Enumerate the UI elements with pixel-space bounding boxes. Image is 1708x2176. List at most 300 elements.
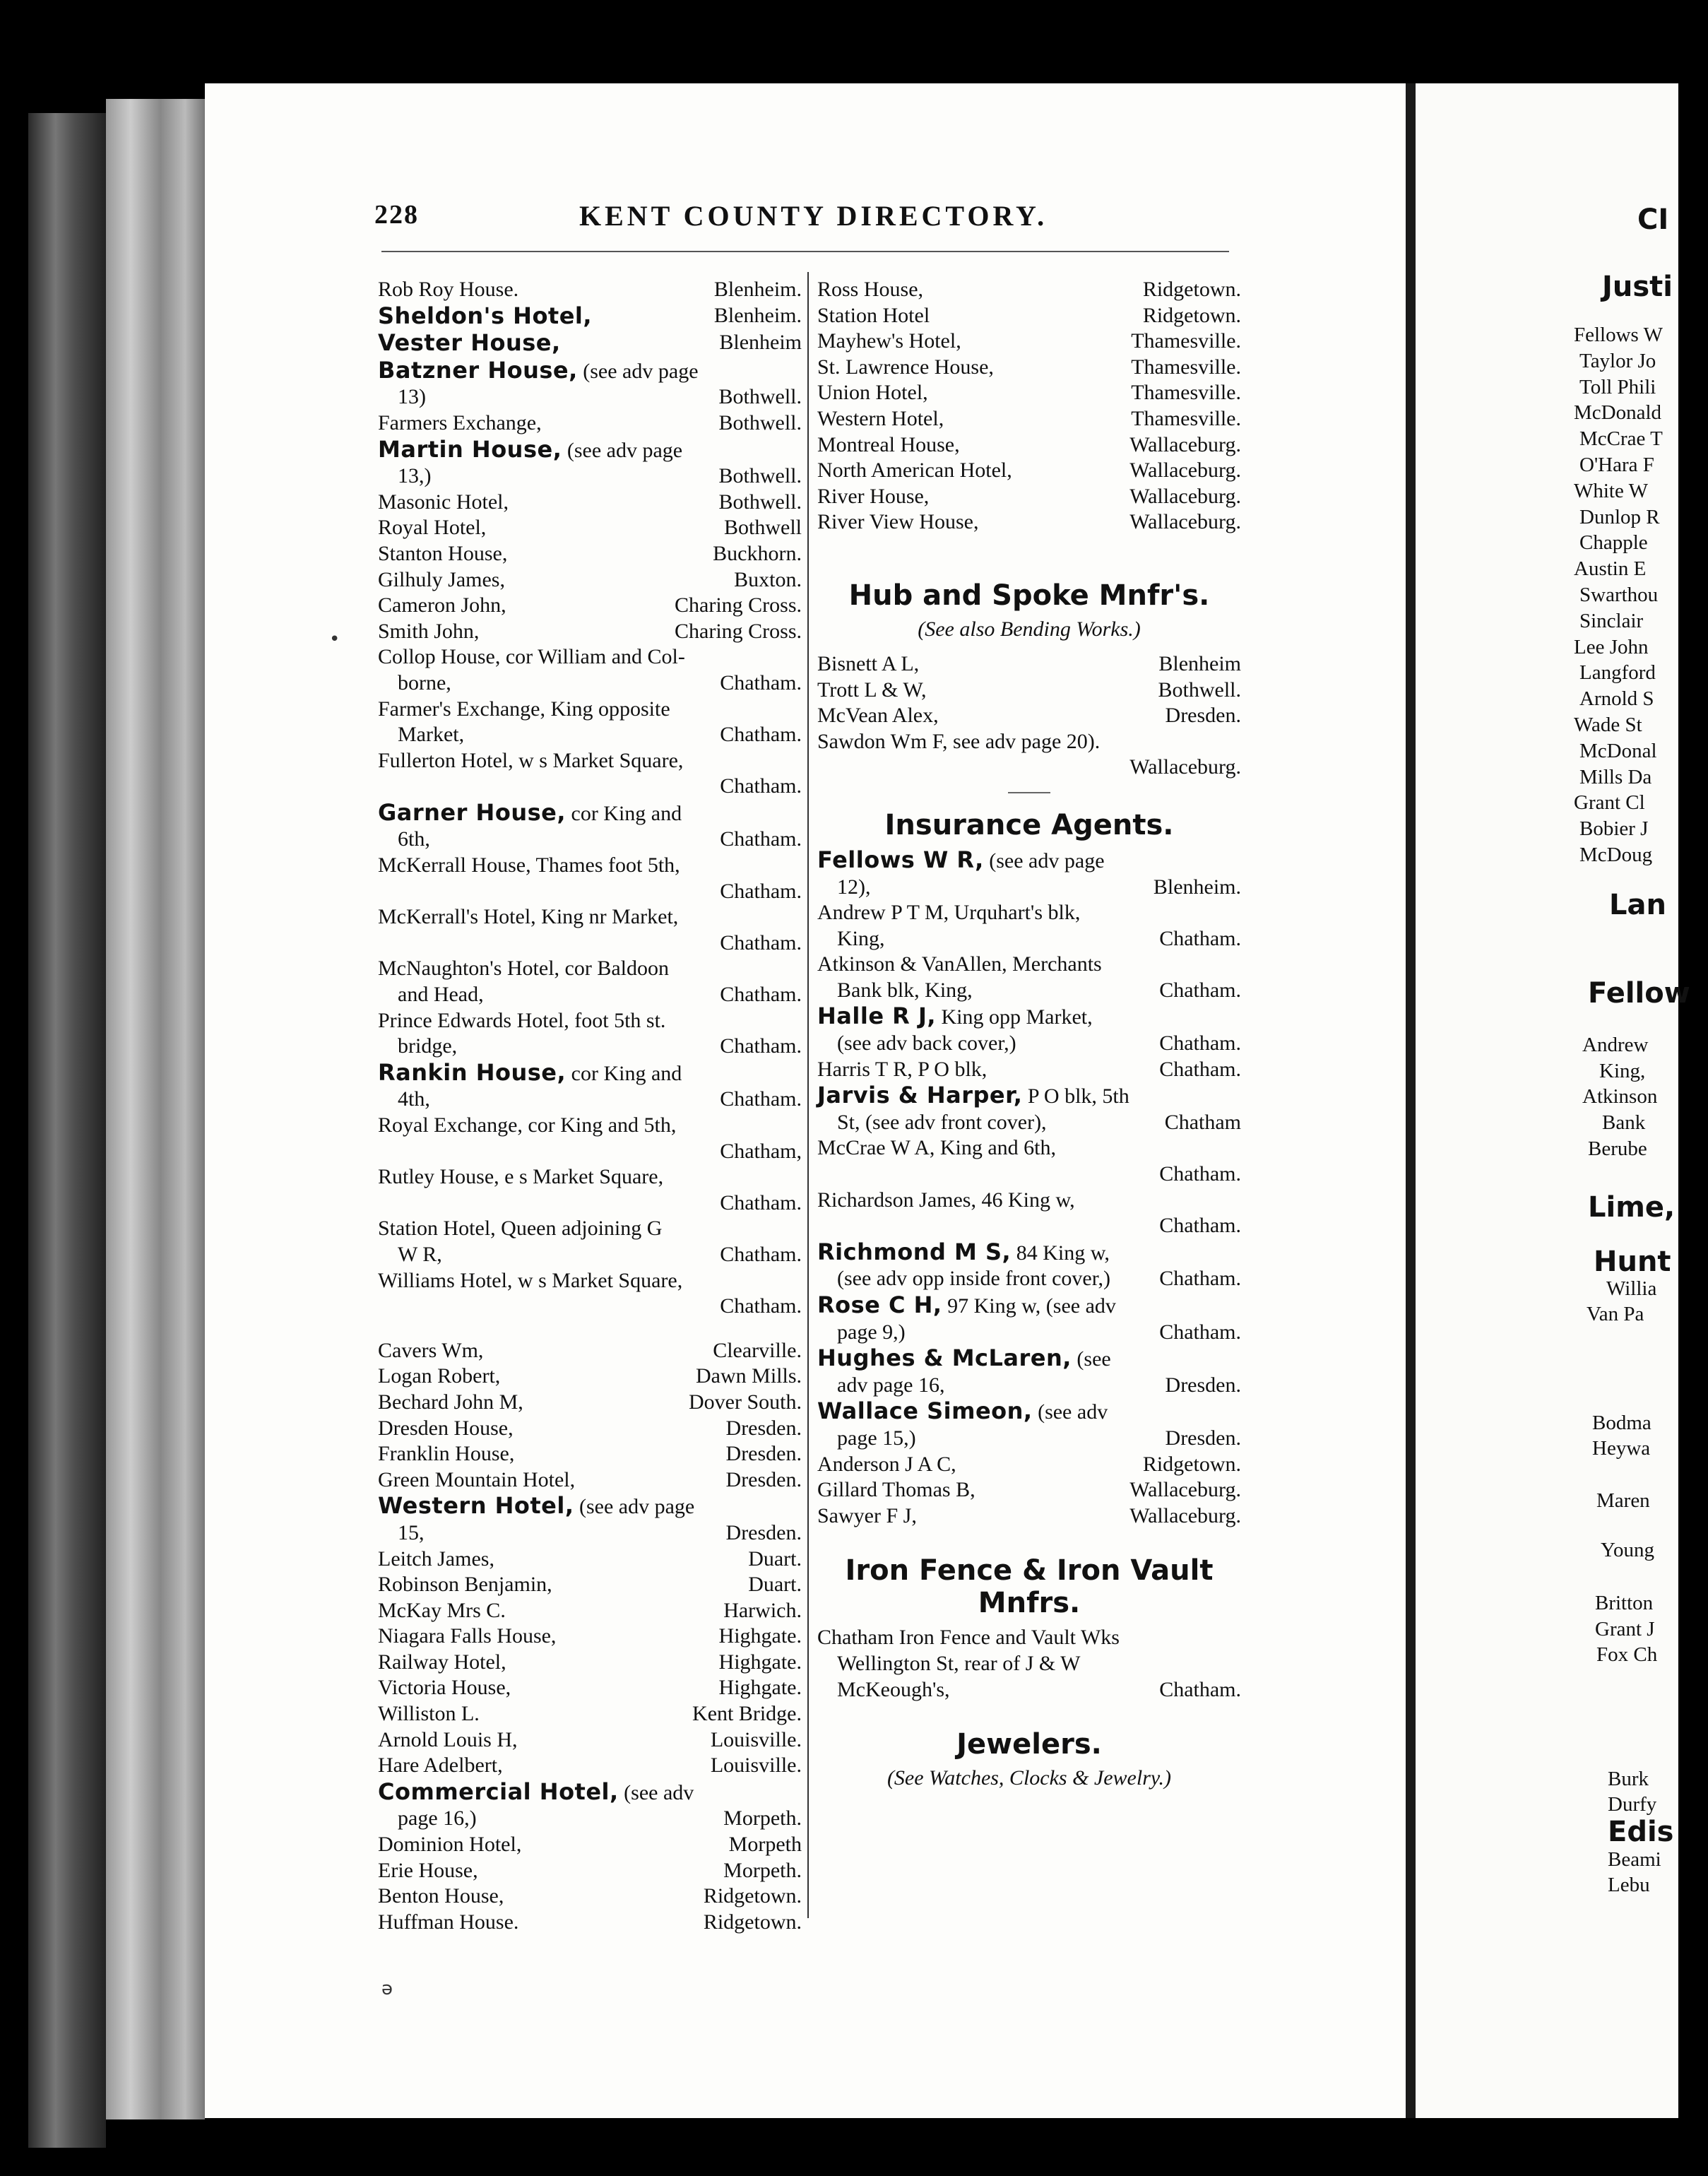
next-page-line: Sinclair — [1579, 609, 1644, 632]
entry-place: Charing Cross. — [675, 593, 802, 617]
entry-continuation-text: borne, — [398, 670, 451, 694]
entry-name: Richmond M S, — [817, 1238, 1012, 1265]
directory-entry — [378, 541, 802, 567]
directory-entry — [378, 410, 802, 437]
entry-line — [378, 1701, 802, 1727]
entry-name: Prince Edwards Hotel, foot 5th st. — [378, 1008, 666, 1032]
entry-line — [378, 800, 802, 827]
entry-name: Niagara Falls House, — [378, 1624, 557, 1648]
entry-line — [817, 1057, 1241, 1083]
directory-entry — [378, 697, 802, 748]
entry-name: Collop House, cor William and Col- — [378, 645, 685, 669]
directory-entry — [378, 1467, 802, 1494]
entry-name: Vester House, — [378, 329, 561, 357]
entry-place: Dresden. — [725, 1442, 802, 1466]
directory-entry — [378, 330, 802, 357]
entry-place: Chatham. — [720, 1294, 802, 1318]
entry-place: Louisville. — [710, 1754, 802, 1778]
entry-line — [817, 432, 1241, 459]
directory-entry — [378, 1650, 802, 1676]
next-page-header: CI — [1637, 203, 1669, 236]
entry-name-group — [378, 1547, 494, 1573]
directory-entry — [378, 1338, 802, 1364]
directory-entry — [378, 1268, 802, 1320]
entry-line — [378, 1753, 802, 1779]
entry-line — [378, 1650, 802, 1676]
entry-continuation — [378, 1034, 802, 1060]
entry-detail: 97 King w, (see adv — [947, 1294, 1116, 1318]
entry-place: Chatham. — [720, 827, 802, 851]
entry-place: Thamesville. — [1131, 406, 1241, 430]
entry-place: Chatham. — [1159, 1162, 1241, 1186]
entry-place: Blenheim — [719, 331, 802, 355]
next-page-line: Toll Phili — [1579, 375, 1656, 398]
entry-name: Williams Hotel, w s Market Square, — [378, 1268, 683, 1292]
next-page-line: McDonald — [1574, 401, 1662, 425]
next-page-line: Taylor Jo — [1579, 349, 1656, 372]
entry-line — [817, 847, 1241, 875]
entry-name: Sawyer F J, — [817, 1503, 917, 1527]
entry-name: Bechard John M, — [378, 1390, 523, 1414]
entry-line — [378, 1364, 802, 1390]
entry-name-group — [378, 1416, 514, 1442]
entry-line — [378, 1832, 802, 1858]
directory-entry — [817, 900, 1241, 952]
next-page-line: Arnold S — [1579, 687, 1654, 711]
directory-entry — [378, 1060, 802, 1113]
entry-name: Gillard Thomas B, — [817, 1478, 975, 1502]
entry-continuation — [817, 1213, 1241, 1239]
entry-place: Highgate. — [718, 1650, 802, 1674]
next-page-line: McDoug — [1579, 844, 1653, 866]
entry-continuation — [378, 1190, 802, 1217]
entry-line — [378, 1338, 802, 1364]
directory-entry — [817, 1135, 1241, 1187]
entry-name-group — [817, 484, 929, 510]
entry-name-group — [817, 1477, 975, 1503]
entry-name-group — [378, 410, 542, 437]
entry-line — [378, 1675, 802, 1701]
directory-entry — [817, 303, 1241, 329]
directory-entry — [378, 1441, 802, 1467]
entry-name: Richardson James, 46 King w, — [817, 1188, 1075, 1212]
entry-line — [817, 329, 1241, 355]
entry-detail: (see adv page — [579, 1495, 695, 1519]
entry-continuation — [378, 982, 802, 1008]
entry-place: Wallaceburg. — [1129, 755, 1241, 779]
entry-place: Chatham. — [1159, 1057, 1241, 1081]
directory-entry — [378, 1572, 802, 1598]
entry-line — [378, 567, 802, 593]
directory-entry — [378, 277, 802, 303]
entry-line — [817, 355, 1241, 381]
directory-entry — [817, 1625, 1241, 1677]
next-page-line: Wade St — [1574, 714, 1642, 736]
entry-name-group — [817, 303, 930, 329]
entry-name: Rutley House, e s Market Square, — [378, 1165, 664, 1189]
entry-name-group — [817, 380, 928, 406]
directory-entry — [817, 1239, 1241, 1292]
entry-name: Anderson J A C, — [817, 1452, 956, 1476]
directory-entry — [378, 1008, 802, 1060]
entry-line — [817, 303, 1241, 329]
entry-line — [378, 515, 802, 541]
directory-entry — [378, 1390, 802, 1416]
entry-line — [378, 1416, 802, 1442]
entry-continuation — [817, 1677, 1241, 1703]
entry-continuation-text: W R, — [398, 1242, 442, 1266]
entry-name-group — [378, 697, 670, 723]
entry-name-group — [378, 1060, 682, 1087]
entry-name: McKerrall's Hotel, King nr Market, — [378, 905, 679, 929]
entry-name-group — [817, 1452, 956, 1478]
entry-place: Bothwell. — [718, 385, 802, 409]
next-page-line: Maren — [1596, 1489, 1650, 1512]
entry-continuation-text: 12), — [837, 875, 871, 899]
entry-name-group — [817, 355, 994, 381]
entry-place: Chatham. — [1159, 1031, 1241, 1056]
directory-entry — [378, 1727, 802, 1754]
entry-place: Buckhorn. — [713, 541, 802, 565]
directory-entry — [817, 1398, 1241, 1451]
entry-continuation — [378, 1087, 802, 1113]
entry-name-group — [817, 329, 961, 355]
entry-place: Bothwell. — [718, 410, 802, 434]
entry-name-group — [378, 437, 682, 464]
entry-line — [378, 748, 802, 774]
entry-name-group — [817, 703, 939, 729]
entry-continuation-text: 13,) — [398, 464, 432, 488]
directory-entry — [817, 1677, 1241, 1703]
entry-line — [817, 1477, 1241, 1503]
entry-place: Chatham. — [720, 983, 802, 1007]
entry-name: Royal Hotel, — [378, 516, 487, 540]
entry-line — [817, 1082, 1241, 1110]
entry-name: Batzner House, — [378, 356, 578, 384]
next-page-line: Bobier J — [1579, 817, 1649, 841]
entry-detail: (see adv page — [567, 438, 683, 462]
entry-place: Dresden. — [1165, 704, 1241, 728]
entry-name: Western Hotel, — [378, 1492, 574, 1520]
entry-name-group — [378, 567, 505, 593]
spacer — [817, 1703, 1241, 1721]
entry-line — [817, 509, 1241, 536]
entry-name-group — [378, 644, 685, 670]
directory-entry — [817, 355, 1241, 381]
entry-place: Chatham — [1164, 1110, 1241, 1134]
directory-entry — [817, 509, 1241, 536]
entry-continuation — [817, 1110, 1241, 1136]
entry-line — [378, 1441, 802, 1467]
entry-name-group — [378, 904, 678, 930]
entry-name-group — [378, 1675, 511, 1701]
section-heading: Mnfrs. — [978, 1587, 1081, 1620]
entry-continuation — [378, 1806, 802, 1832]
entry-continuation-text: Wellington St, rear of J & W — [837, 1651, 1081, 1675]
entry-name-group — [378, 1493, 694, 1520]
entry-line — [817, 1345, 1241, 1373]
entry-name-group — [817, 651, 919, 678]
directory-entry — [817, 1452, 1241, 1478]
entry-name-group — [378, 956, 669, 982]
entry-line — [378, 1493, 802, 1520]
entry-name: McKay Mrs C. — [378, 1598, 506, 1622]
entry-line — [378, 437, 802, 464]
entry-place: Highgate. — [718, 1624, 802, 1648]
directory-entry — [378, 800, 802, 853]
entry-name: Rose C H, — [817, 1291, 942, 1318]
entry-place: Chatham. — [720, 1087, 802, 1111]
directory-entry — [817, 1292, 1241, 1345]
entry-place: Blenheim — [1158, 651, 1241, 675]
book-spine — [28, 113, 106, 2148]
entry-line — [378, 1008, 802, 1034]
entry-name: Leitch James, — [378, 1547, 494, 1571]
directory-entry — [817, 277, 1241, 303]
entry-continuation — [817, 1320, 1241, 1346]
directory-entry — [378, 1858, 802, 1884]
entry-name-group — [817, 1188, 1075, 1214]
entry-name: Cameron John, — [378, 593, 506, 617]
directory-entry — [817, 380, 1241, 406]
entry-line — [378, 1910, 802, 1936]
margin-dot: • — [329, 629, 340, 650]
entry-place: Blenheim. — [713, 278, 802, 301]
entry-place: Kent Bridge. — [692, 1702, 802, 1726]
directory-entry — [378, 1832, 802, 1858]
next-page-line: Austin E — [1574, 557, 1647, 581]
entry-name-group — [817, 729, 1100, 755]
next-page-line: Atkinson — [1582, 1085, 1658, 1108]
section-rule — [1008, 792, 1050, 793]
next-page-heading: Fellow — [1588, 977, 1690, 1010]
entry-place: Ridgetown. — [1142, 278, 1241, 301]
entry-name: Andrew P T M, Urquhart's blk, — [817, 901, 1081, 925]
entry-line — [378, 644, 802, 670]
entry-name: Commercial Hotel, — [378, 1778, 619, 1805]
entry-continuation — [378, 670, 802, 697]
entry-detail: (see adv page — [583, 359, 699, 383]
entry-continuation-text: St, (see adv front cover), — [837, 1110, 1047, 1134]
directory-entry — [817, 406, 1241, 432]
entry-name: Ross House, — [817, 278, 924, 301]
entry-detail: King opp Market, — [941, 1005, 1093, 1029]
entry-continuation — [817, 1031, 1241, 1057]
directory-entry — [817, 729, 1241, 781]
directory-entry — [378, 593, 802, 619]
entry-name: Erie House, — [378, 1858, 478, 1882]
entry-place: Dresden. — [725, 1467, 802, 1491]
entry-line — [817, 1452, 1241, 1478]
entry-place: Morpeth. — [723, 1858, 802, 1882]
entry-name-group — [378, 1701, 480, 1727]
directory-entry — [378, 515, 802, 541]
entry-place: Dawn Mills. — [696, 1364, 802, 1388]
entry-place: Thamesville. — [1131, 329, 1241, 353]
entry-place: Blenheim. — [1153, 875, 1241, 899]
entry-line — [378, 277, 802, 303]
entry-name-group — [378, 277, 518, 303]
entry-place: Morpeth — [728, 1833, 802, 1857]
entry-continuation — [378, 1520, 802, 1547]
directory-entry — [378, 357, 802, 410]
section-note: (See also Bending Works.) — [918, 617, 1141, 641]
next-page-line: Grant J — [1595, 1618, 1655, 1640]
entry-line — [817, 458, 1241, 484]
entry-name-group — [817, 406, 944, 432]
entry-name-group — [817, 458, 1012, 484]
entry-line — [817, 678, 1241, 704]
entry-continuation — [378, 774, 802, 800]
entry-place: Wallaceburg. — [1129, 510, 1241, 534]
directory-entry — [378, 1753, 802, 1779]
entry-place: Blenheim. — [713, 303, 802, 327]
entry-name: Dresden House, — [378, 1416, 514, 1440]
entry-place: Morpeth. — [723, 1807, 802, 1831]
next-page-line: Fox Ch — [1596, 1643, 1658, 1666]
directory-entry — [378, 1364, 802, 1390]
next-page-line: Young — [1601, 1539, 1655, 1561]
right-page-fragment — [1416, 83, 1690, 2118]
entry-place: Chatham. — [720, 930, 802, 954]
entry-line — [817, 484, 1241, 510]
directory-entry — [817, 703, 1241, 729]
entry-name-group — [378, 357, 699, 385]
directory-entry — [378, 853, 802, 904]
entry-name: Fullerton Hotel, w s Market Square, — [378, 748, 684, 772]
entry-name: Green Mountain Hotel, — [378, 1467, 576, 1491]
entry-name-group — [817, 1292, 1116, 1320]
entry-detail: cor King and — [571, 801, 682, 825]
entry-name: St. Lawrence House, — [817, 355, 994, 379]
entry-line — [378, 1467, 802, 1494]
entry-name: Masonic Hotel, — [378, 490, 509, 514]
entry-name: Franklin House, — [378, 1442, 515, 1466]
directory-entry — [378, 303, 802, 331]
entry-line — [378, 593, 802, 619]
entry-name: Jarvis & Harper, — [817, 1082, 1023, 1109]
entry-place: Clearville. — [713, 1338, 802, 1362]
entry-name-group — [378, 1753, 503, 1779]
directory-entry — [378, 1164, 802, 1216]
entry-name-group — [378, 1364, 500, 1390]
entry-name-group — [378, 1858, 478, 1884]
entry-place: Wallaceburg. — [1129, 432, 1241, 456]
entry-name: Farmers Exchange, — [378, 410, 542, 434]
entry-name: Fellows W R, — [817, 846, 984, 873]
entry-name: Stanton House, — [378, 541, 508, 565]
entry-place: Harwich. — [723, 1598, 802, 1622]
next-page-line: Heywa — [1592, 1437, 1651, 1460]
entry-place: Dresden. — [1165, 1373, 1241, 1397]
entry-name: McCrae W A, King and 6th, — [817, 1136, 1057, 1160]
directory-entry — [378, 956, 802, 1007]
entry-name-group — [817, 1135, 1056, 1161]
entry-name: Hare Adelbert, — [378, 1754, 503, 1778]
directory-entry — [378, 748, 802, 800]
entry-place: Louisville. — [710, 1727, 802, 1751]
entry-place: Wallaceburg. — [1129, 459, 1241, 483]
entry-name: Martin House, — [378, 435, 562, 463]
entry-line — [378, 357, 802, 385]
entry-place: Chatham. — [720, 1190, 802, 1214]
entry-name: Montreal House, — [817, 432, 960, 456]
next-page-heading: Lime, — [1588, 1191, 1676, 1224]
entry-place: Ridgetown. — [1142, 1452, 1241, 1476]
entry-line — [378, 1598, 802, 1624]
entry-continuation-text: page 16,) — [398, 1807, 477, 1831]
entry-place: Chatham. — [720, 723, 802, 747]
entry-continuation-text: McKeough's, — [837, 1677, 950, 1701]
entry-place: Chatham. — [720, 670, 802, 694]
entry-name-group — [378, 1008, 665, 1034]
page-header — [374, 199, 1222, 235]
entry-name-group — [378, 330, 561, 357]
entry-continuation-text: page 15,) — [837, 1426, 916, 1450]
entry-name: Garner House, — [378, 798, 566, 826]
next-page-line: Britton — [1595, 1592, 1654, 1614]
next-page-heading: Hunt — [1594, 1246, 1671, 1278]
entry-name-group — [378, 1884, 504, 1910]
entry-name-group — [817, 1398, 1108, 1426]
entry-line — [378, 1164, 802, 1190]
next-page-line: Fellows W — [1574, 324, 1663, 346]
entry-place: Thamesville. — [1131, 381, 1241, 405]
next-page-line: Beami — [1608, 1848, 1661, 1871]
entry-line — [378, 853, 802, 879]
entry-name: Railway Hotel, — [378, 1650, 506, 1674]
entry-name-group — [817, 952, 1102, 978]
directory-entry — [817, 1345, 1241, 1398]
entry-place: Ridgetown. — [703, 1884, 802, 1908]
directory-entry — [378, 1113, 802, 1164]
entry-line — [817, 1188, 1241, 1214]
entry-line — [378, 1884, 802, 1910]
next-page-line: Berube — [1588, 1137, 1647, 1160]
entry-name: McKerrall House, Thames foot 5th, — [378, 853, 680, 877]
entry-name: Dominion Hotel, — [378, 1833, 522, 1857]
entry-name-group — [378, 1598, 506, 1624]
entry-continuation-text: King, — [837, 926, 885, 950]
next-page-line: Burk — [1608, 1768, 1649, 1790]
entry-name-group — [817, 847, 1105, 875]
entry-line — [817, 1398, 1241, 1426]
entry-place: Chatham, — [720, 1139, 802, 1163]
directory-entry — [817, 1503, 1241, 1530]
entry-place: Bothwell. — [718, 490, 802, 514]
spacer — [817, 536, 1241, 554]
header-rule — [381, 251, 1229, 252]
entry-line — [378, 1547, 802, 1573]
entry-name: Station Hotel, Queen adjoining G — [378, 1217, 663, 1241]
spacer — [817, 1529, 1241, 1547]
entry-name: Robinson Benjamin, — [378, 1573, 552, 1597]
entry-name-group — [378, 1164, 663, 1190]
entry-place: Chatham. — [1159, 978, 1241, 1002]
directory-entry — [378, 1416, 802, 1442]
entry-detail: cor King and — [571, 1061, 682, 1085]
entry-line — [378, 541, 802, 567]
entry-continuation-text: bridge, — [398, 1034, 458, 1058]
next-page-line: King, — [1599, 1060, 1646, 1082]
entry-place: Chatham. — [720, 1034, 802, 1058]
spacer — [378, 1320, 802, 1338]
directory-entry — [378, 1547, 802, 1573]
entry-place: Dresden. — [1165, 1426, 1241, 1450]
entry-place: Wallaceburg. — [1129, 484, 1241, 508]
entry-continuation — [817, 1161, 1241, 1188]
directory-entry — [378, 567, 802, 593]
